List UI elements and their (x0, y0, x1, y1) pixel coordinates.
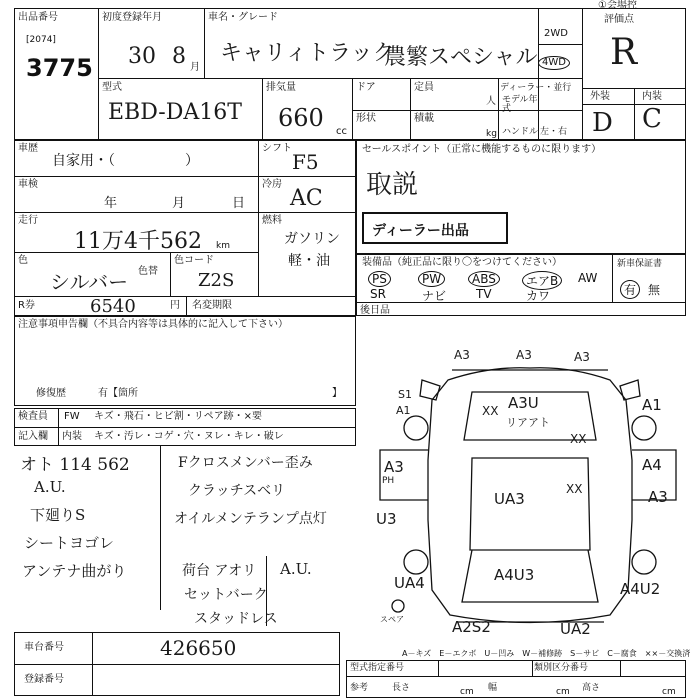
dmg-mark-11: A4 (642, 456, 662, 474)
displacement-value: 660 (278, 104, 324, 132)
first-reg-year: 30 (128, 44, 156, 69)
grade-value: R (610, 32, 638, 73)
note-left-2: A.U. (34, 478, 66, 496)
note-right-2: クラッチスベリ (188, 483, 286, 499)
drive-2wd: 2WD (544, 28, 568, 39)
equip-pw: PW (418, 271, 445, 287)
equip-airbag: エアB (522, 271, 562, 290)
color-value: シルバー (50, 270, 129, 294)
dmg-mark-3: A3 (574, 350, 590, 364)
legend-interior: キズ・汚レ・コゲ・穴・ヌレ・キレ・破レ (94, 431, 284, 442)
equip-ps: PS (368, 271, 391, 287)
dmg-mark-20: A4U2 (620, 580, 661, 598)
aircon-value: AC (290, 186, 323, 211)
inspection-month: 月 (172, 196, 186, 211)
dealer-label: ディーラー・並行 (500, 83, 572, 93)
dmg-mark-1: A3 (454, 348, 470, 362)
class-label: 類別区分番号 (534, 663, 589, 673)
capacity-label: 定員 (414, 82, 434, 93)
dmg-mark-22: UA2 (560, 620, 591, 638)
model-value: EBD-DA16T (108, 100, 242, 125)
interior-value: C (642, 104, 662, 134)
note-left-1: オト 114 562 (20, 455, 130, 475)
exterior-value: D (592, 108, 613, 138)
dmg-mark-8: リアアト (506, 416, 550, 429)
dmg-mark-19: A4U3 (494, 566, 535, 584)
disposal-label: 名変期限 (192, 300, 232, 311)
form-code-label: 型式指定番号 (350, 663, 405, 673)
sales-value: 取説 (366, 170, 419, 200)
equip-tv: TV (476, 287, 492, 301)
dmg-mark-9: A1 (642, 396, 662, 414)
mileage-unit: km (216, 241, 230, 251)
equip-abs: ABS (468, 271, 500, 287)
warranty-yes: 有 (620, 280, 640, 299)
shift-label: シフト (262, 143, 292, 154)
displacement-unit: cc (336, 126, 347, 137)
recycle-label: R券 (18, 300, 35, 311)
fuel-value: ガソリン (284, 231, 340, 247)
ref-label: 参考 (350, 683, 369, 693)
dmg-mark-7: A3U (508, 394, 539, 412)
dmg-mark-4: S1 (398, 388, 412, 401)
recycle-value: 6540 (90, 296, 136, 317)
payload-unit: kg (486, 129, 497, 139)
note-right-4: 荷台 アオリ (182, 563, 257, 579)
history-value: 自家用・（ ） (52, 153, 199, 169)
dmg-mark-21: A2S2 (452, 618, 491, 636)
interior-label: 内装 (642, 91, 662, 102)
damage-legend: A－キズ E－エクボ U－凹み W－補修跡 S－サビ C－腐食 ××－交換済 (402, 649, 691, 658)
model-label: 型式 (102, 82, 122, 93)
fuel-alt: 軽・油 (288, 253, 330, 269)
note-right-4-au: A.U. (280, 560, 312, 578)
repair-label: 修復歴 (36, 388, 66, 399)
paint-label: 色替 (138, 266, 158, 277)
dmg-mark-14: UA3 (494, 490, 525, 508)
after-label: 後日品 (360, 305, 390, 316)
first-reg-label: 初度登録年月 (102, 12, 162, 23)
new-warranty-label: 新車保証書 (617, 259, 663, 269)
equipment-label: 装備品（純正品に限り〇をつけてください） (362, 257, 562, 268)
venue-label: ①会場控 (598, 0, 637, 11)
legend-interior-label: 内装 (62, 431, 82, 442)
inspector-label: 検査員 (18, 411, 48, 422)
length-label: 長さ (392, 683, 411, 693)
legend-exterior: キズ・飛石・ヒビ割・リペア跡・×要 (94, 411, 262, 422)
car-name: キャリィトラック (220, 41, 395, 66)
warranty-no: 無 (648, 283, 661, 297)
lot-number: 3775 (26, 54, 93, 82)
note-left-5: アンテナ曲がり (22, 562, 127, 580)
inspection-label: 車検 (18, 179, 38, 190)
dmg-mark-10: XX (570, 432, 587, 446)
dmg-mark-15: XX (566, 482, 583, 496)
handle-value: 左・右 (540, 127, 568, 137)
dmg-mark-5: A1 (396, 404, 411, 417)
note-left-3: 下廻りS (30, 506, 86, 524)
color-label: 色 (18, 255, 28, 266)
dmg-mark-6: XX (482, 404, 499, 418)
shape-label: 形状 (356, 113, 376, 124)
dmg-mark-23: スペア (380, 615, 404, 624)
unit-cm-3: cm (662, 687, 676, 697)
note-left-4: シートヨゴレ (24, 534, 115, 552)
first-reg-month-unit: 月 (190, 62, 200, 73)
recycle-unit: 円 (170, 300, 180, 311)
height-label: 高さ (582, 683, 601, 693)
drive-4wd: 4WD (538, 56, 570, 70)
equip-sr: SR (370, 287, 386, 301)
shift-value: F5 (292, 150, 319, 174)
grade-label: 評価点 (604, 14, 634, 25)
color-code-value: Z2S (198, 270, 235, 291)
dmg-mark-18: UA4 (394, 574, 425, 592)
model-year-label: モデル年式 (502, 95, 538, 114)
repair-value: 有【箇所 (98, 388, 138, 399)
chassis-value: 426650 (160, 636, 237, 660)
lot-sub: [2074] (26, 35, 56, 45)
note-right-6: スタッドレス (194, 611, 278, 627)
equip-navi: ナビ (422, 289, 447, 303)
record-label: 記入欄 (18, 431, 48, 442)
dealer-stamp-text: ディーラー出品 (372, 223, 469, 239)
exterior-label: 外装 (590, 91, 610, 102)
note-right-5: セットバーク (184, 587, 268, 603)
note-right-1: Fクロスメンバー歪み (178, 455, 313, 471)
dmg-mark-2: A3 (516, 348, 532, 362)
width-label: 幅 (488, 683, 498, 693)
payload-label: 積載 (414, 113, 434, 124)
mileage-label: 走行 (18, 215, 38, 226)
unit-cm-2: cm (556, 687, 570, 697)
lot-label: 出品番号 (18, 12, 58, 23)
equip-row2 (362, 287, 612, 303)
aircon-label: 冷房 (262, 179, 282, 190)
inspection-day: 日 (232, 196, 246, 211)
note-right-3: オイルメンテランプ点灯 (174, 511, 327, 527)
displacement-label: 排気量 (266, 82, 296, 93)
equip-aw: AW (578, 271, 598, 285)
handle-label: ハンドル (502, 127, 539, 137)
door-label: ドア (356, 82, 376, 93)
grade: 農繁スペシャル (384, 45, 538, 70)
first-reg-month: 8 (172, 44, 186, 69)
capacity-unit: 人 (486, 96, 496, 107)
notice-label: 注意事項申告欄（不具合内容等は具体的に記入して下さい） (18, 319, 288, 330)
history-label: 車歴 (18, 143, 38, 154)
equip-row1 (362, 271, 612, 287)
dmg-mark-16: A3 (384, 458, 404, 476)
sales-label: セールスポイント（正常に機能するものに限ります） (362, 144, 602, 155)
inspection-year: 年 (104, 196, 118, 211)
mileage-value: 11万4千562 (74, 229, 202, 254)
color-code-label: 色コード (174, 255, 214, 266)
reg-label: 登録番号 (24, 674, 64, 685)
legend-fw: FW (64, 411, 80, 422)
dmg-mark-17: U3 (376, 510, 397, 528)
fuel-label: 燃料 (262, 215, 282, 226)
equip-leather: カワ (526, 289, 551, 303)
unit-cm-1: cm (460, 687, 474, 697)
car-name-label: 車名・グレード (208, 12, 278, 23)
dmg-mark-12: A3 (648, 488, 668, 506)
chassis-label: 車台番号 (24, 642, 64, 653)
dmg-mark-13: PH (382, 476, 395, 486)
